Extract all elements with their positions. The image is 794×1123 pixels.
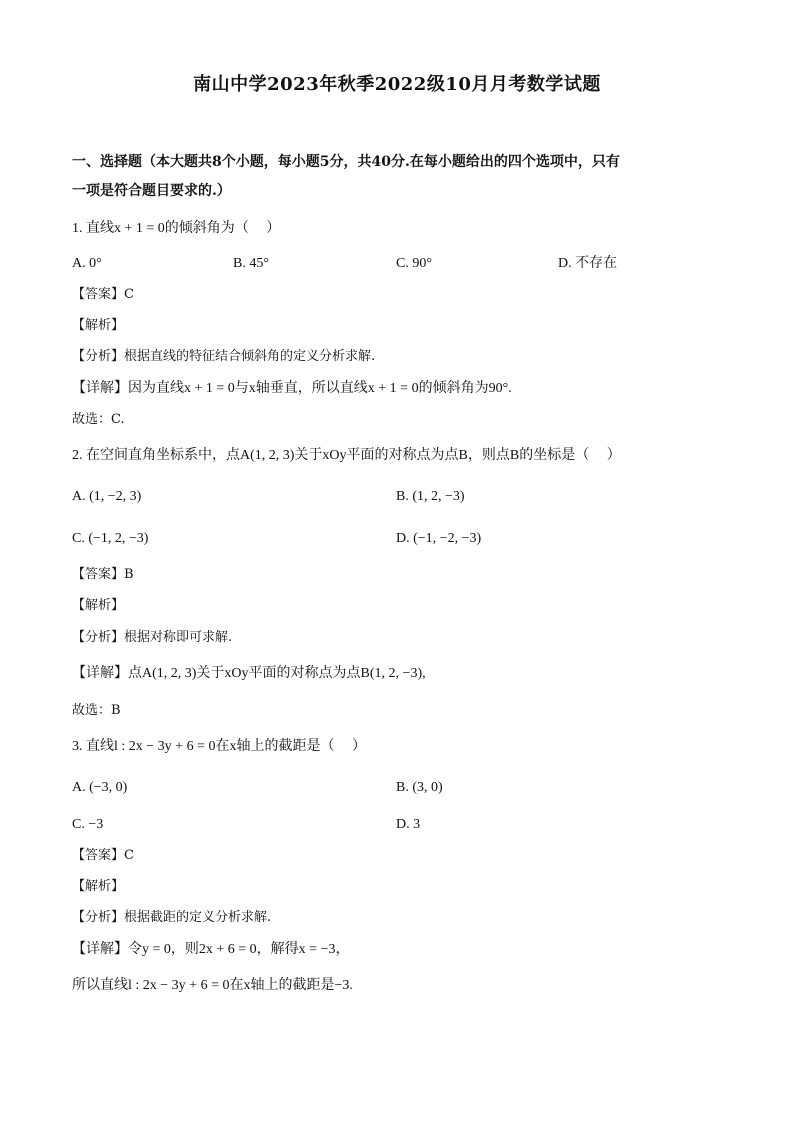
q3-answer: 【答案】C (72, 848, 134, 863)
q2-option-c: C. (−1, 2, −3) (72, 531, 149, 546)
q2-option-a: A. (1, −2, 3) (72, 489, 142, 504)
q1-stem: 1. 直线x + 1 = 0的倾斜角为（ ） (72, 221, 281, 236)
section-heading (72, 148, 724, 206)
q2-analysis-label: 【解析】 (72, 598, 125, 613)
q1-option-a: A. 0° (72, 256, 102, 271)
q3-conclusion: 所以直线l : 2x − 3y + 6 = 0在x轴上的截距是−3. (72, 978, 353, 993)
q3-detail: 【详解】令y = 0，则2x + 6 = 0，解得x = −3， (72, 942, 350, 957)
q1-option-b: B. 45° (233, 256, 269, 271)
q2-answer: 【答案】B (72, 567, 134, 582)
section-heading-line-1: 一、选择题（本大题共8个小题，每小题5分，共40分.在每小题给出的四个选项中，只有 (72, 154, 620, 170)
section-heading-line-2: 一项是符合题目要求的.） (72, 183, 231, 199)
q2-stem: 2. 在空间直角坐标系中，点A(1, 2, 3)关于xOy平面的对称点为点B，则点B的坐标是（ ） (72, 448, 621, 463)
q2-fenxi: 【分析】根据对称即可求解. (72, 630, 233, 645)
q2-option-b: B. (1, 2, −3) (396, 489, 465, 504)
page-title: 南山中学2023年秋季2022级10月月考数学试题 (193, 74, 601, 95)
q1-detail: 【详解】因为直线x + 1 = 0与x轴垂直，所以直线x + 1 = 0的倾斜角为90°. (72, 381, 512, 396)
q3-option-b: B. (3, 0) (396, 780, 443, 795)
q2-detail: 【详解】点A(1, 2, 3)关于xOy平面的对称点为点B(1, 2, −3), (72, 666, 426, 681)
q1-analysis-label: 【解析】 (72, 318, 125, 333)
q3-option-a: A. (−3, 0) (72, 780, 128, 795)
q3-option-c: C. −3 (72, 817, 104, 832)
q1-answer: 【答案】C (72, 287, 134, 302)
q1-option-d: D. 不存在 (558, 256, 618, 271)
q2-option-d: D. (−1, −2, −3) (396, 531, 482, 546)
q3-option-d: D. 3 (396, 817, 421, 832)
q1-fenxi: 【分析】根据直线的特征结合倾斜角的定义分析求解. (72, 349, 376, 364)
q2-conclusion: 故选：B (72, 703, 121, 718)
q1-option-c: C. 90° (396, 256, 432, 271)
q1-conclusion: 故选：C. (72, 412, 125, 427)
q3-analysis-label: 【解析】 (72, 879, 125, 894)
q3-stem: 3. 直线l : 2x − 3y + 6 = 0在x轴上的截距是（ ） (72, 739, 366, 754)
q3-fenxi: 【分析】根据截距的定义分析求解. (72, 910, 272, 925)
